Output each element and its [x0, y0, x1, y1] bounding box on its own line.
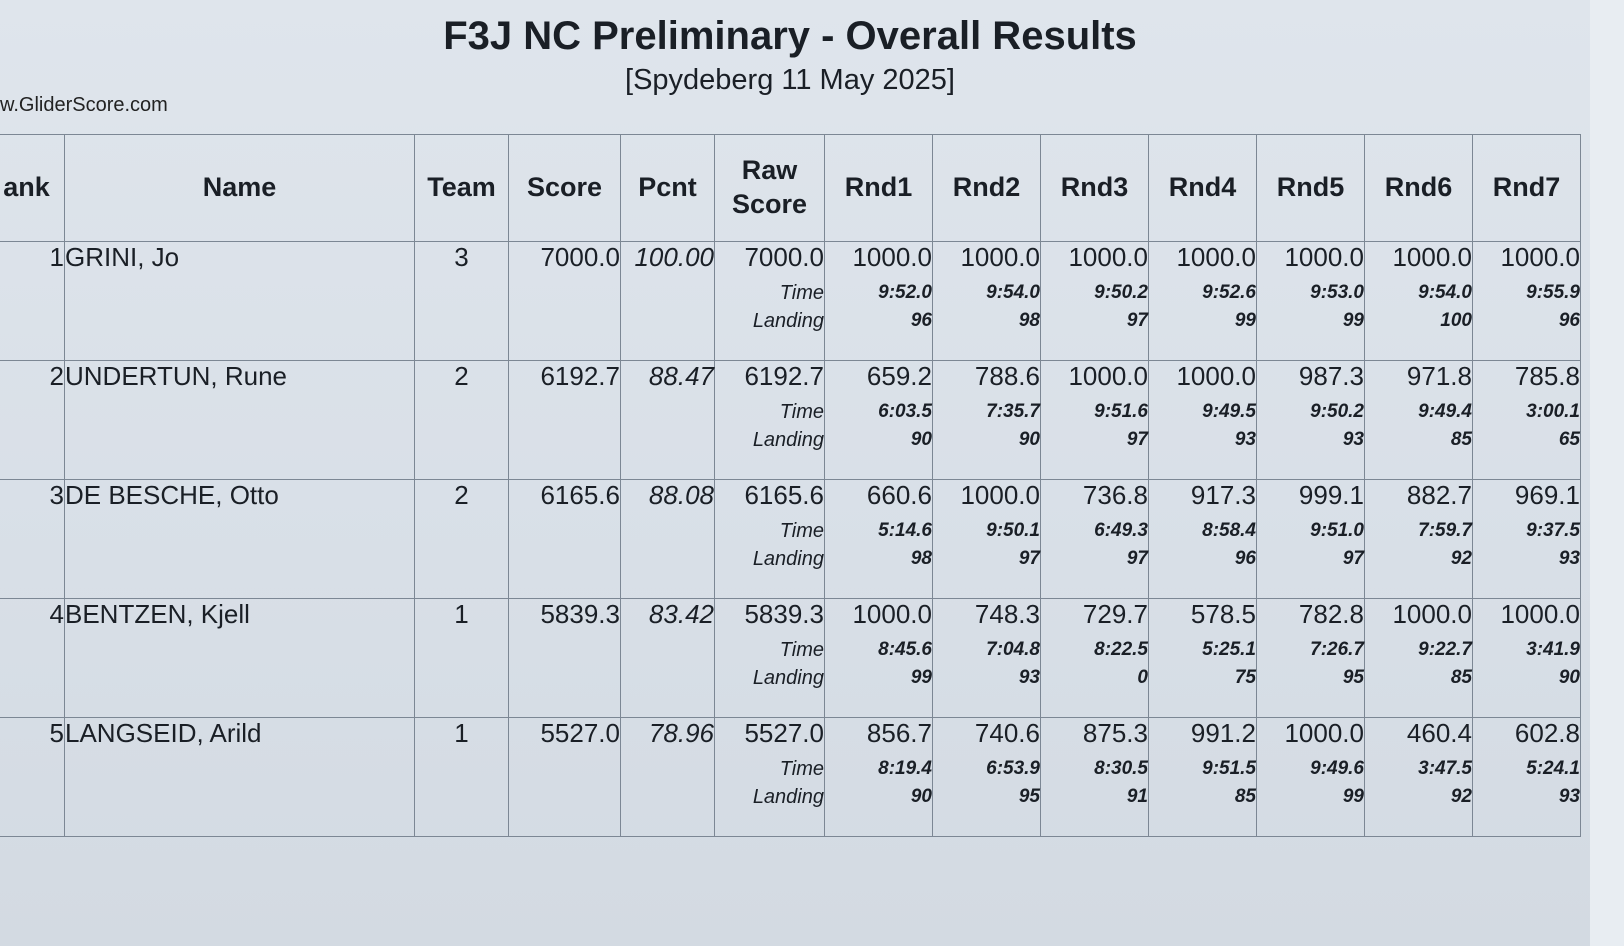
raw-score-cell	[715, 480, 825, 599]
round-cell	[1473, 599, 1581, 718]
score-cell: 6165.6	[509, 480, 621, 599]
team-cell: 1	[415, 599, 509, 718]
column-header-rnd7: Rnd7	[1473, 135, 1581, 242]
round-cell	[1149, 718, 1257, 837]
round-cell	[1257, 242, 1365, 361]
round-score: 1000.0	[1392, 599, 1472, 629]
column-header-name: Name	[65, 135, 415, 242]
round-time: 9:53.0	[1310, 282, 1364, 303]
team-cell: 2	[415, 361, 509, 480]
column-header-rnd1: Rnd1	[825, 135, 933, 242]
round-time: 9:49.5	[1202, 401, 1256, 422]
round-cell	[1365, 480, 1473, 599]
round-landing: 65	[1558, 429, 1580, 450]
round-landing: 99	[1234, 310, 1256, 331]
round-score: 987.3	[1298, 361, 1364, 391]
pilot-name: BENTZEN, Kjell	[65, 599, 415, 718]
round-score: 999.1	[1298, 480, 1364, 510]
table-row	[0, 242, 1581, 361]
round-score: 740.6	[974, 718, 1040, 748]
round-landing: 100	[1440, 310, 1472, 331]
pilot-name: LANGSEID, Arild	[65, 718, 415, 837]
round-time: 9:51.0	[1310, 520, 1364, 541]
round-landing: 97	[1126, 548, 1148, 569]
round-cell	[1041, 480, 1149, 599]
round-score: 1000.0	[1284, 242, 1364, 272]
round-landing: 95	[1018, 786, 1040, 807]
round-cell	[933, 480, 1041, 599]
round-cell	[1257, 599, 1365, 718]
raw-score-value: 7000.0	[744, 242, 824, 272]
round-score: 729.7	[1082, 599, 1148, 629]
rank-cell: 3	[0, 480, 65, 599]
round-landing: 97	[1126, 429, 1148, 450]
round-score: 782.8	[1298, 599, 1364, 629]
round-score: 1000.0	[1176, 242, 1256, 272]
round-cell	[1473, 242, 1581, 361]
round-time: 3:00.1	[1526, 401, 1580, 422]
round-cell	[825, 480, 933, 599]
column-header-rnd4: Rnd4	[1149, 135, 1257, 242]
round-score: 660.6	[866, 480, 932, 510]
table-row	[0, 361, 1581, 480]
round-score: 1000.0	[1500, 599, 1580, 629]
round-landing: 90	[1018, 429, 1040, 450]
round-landing: 92	[1450, 548, 1472, 569]
round-cell	[1365, 361, 1473, 480]
round-time: 8:58.4	[1202, 520, 1256, 541]
round-landing: 90	[910, 786, 932, 807]
team-cell: 3	[415, 242, 509, 361]
round-landing: 91	[1126, 786, 1148, 807]
round-landing: 93	[1558, 786, 1580, 807]
column-header-raw-score: Raw Score	[715, 135, 825, 242]
round-cell	[1041, 718, 1149, 837]
score-cell: 5839.3	[509, 599, 621, 718]
round-time: 9:51.6	[1094, 401, 1148, 422]
round-time: 9:52.6	[1202, 282, 1256, 303]
raw-score-cell	[715, 242, 825, 361]
round-score: 1000.0	[960, 480, 1040, 510]
rank-cell: 5	[0, 718, 65, 837]
round-score: 991.2	[1190, 718, 1256, 748]
round-time: 6:49.3	[1094, 520, 1148, 541]
round-time: 9:54.0	[1418, 282, 1472, 303]
round-cell	[1257, 718, 1365, 837]
round-time: 9:50.2	[1094, 282, 1148, 303]
round-score: 1000.0	[1068, 361, 1148, 391]
round-landing: 97	[1342, 548, 1364, 569]
round-score: 602.8	[1514, 718, 1580, 748]
landing-label: Landing	[752, 667, 824, 689]
round-time: 8:45.6	[878, 639, 932, 660]
round-landing: 96	[1558, 310, 1580, 331]
round-landing: 98	[910, 548, 932, 569]
round-landing: 99	[1342, 310, 1364, 331]
raw-score-value: 6192.7	[744, 361, 824, 391]
round-landing: 85	[1234, 786, 1256, 807]
round-cell	[1365, 718, 1473, 837]
round-cell	[1365, 599, 1473, 718]
round-cell	[825, 242, 933, 361]
round-score: 1000.0	[852, 242, 932, 272]
round-time: 3:47.5	[1418, 758, 1472, 779]
column-header-rnd2: Rnd2	[933, 135, 1041, 242]
column-header-rnd6: Rnd6	[1365, 135, 1473, 242]
round-score: 578.5	[1190, 599, 1256, 629]
landing-label: Landing	[752, 548, 824, 570]
round-landing: 99	[910, 667, 932, 688]
round-landing: 90	[1558, 667, 1580, 688]
round-landing: 99	[1342, 786, 1364, 807]
table-body	[0, 242, 1581, 837]
round-score: 917.3	[1190, 480, 1256, 510]
team-cell: 1	[415, 718, 509, 837]
round-score: 1000.0	[852, 599, 932, 629]
round-landing: 93	[1234, 429, 1256, 450]
background-surface	[1590, 0, 1624, 946]
round-time: 7:04.8	[986, 639, 1040, 660]
round-score: 1000.0	[1176, 361, 1256, 391]
column-header-score: Score	[509, 135, 621, 242]
time-label: Time	[779, 520, 824, 542]
round-time: 3:41.9	[1526, 639, 1580, 660]
landing-label: Landing	[752, 310, 824, 332]
round-time: 9:49.6	[1310, 758, 1364, 779]
landing-label: Landing	[752, 786, 824, 808]
raw-score-cell	[715, 599, 825, 718]
percent-cell: 88.08	[621, 480, 715, 599]
round-landing: 93	[1342, 429, 1364, 450]
column-header-team: Team	[415, 135, 509, 242]
round-time: 9:22.7	[1418, 639, 1472, 660]
time-label: Time	[779, 282, 824, 304]
round-score: 1000.0	[1284, 718, 1364, 748]
round-cell	[1365, 242, 1473, 361]
round-time: 5:25.1	[1202, 639, 1256, 660]
site-url: w.GliderScore.com	[0, 94, 168, 116]
round-cell	[1149, 361, 1257, 480]
percent-cell: 78.96	[621, 718, 715, 837]
round-landing: 85	[1450, 667, 1472, 688]
round-score: 1000.0	[1068, 242, 1148, 272]
round-time: 9:55.9	[1526, 282, 1580, 303]
round-cell	[1149, 480, 1257, 599]
round-landing: 95	[1342, 667, 1364, 688]
rank-cell: 4	[0, 599, 65, 718]
round-score: 971.8	[1406, 361, 1472, 391]
table-row	[0, 599, 1581, 718]
round-score: 1000.0	[1500, 242, 1580, 272]
round-landing: 96	[910, 310, 932, 331]
round-landing: 98	[1018, 310, 1040, 331]
round-time: 9:49.4	[1418, 401, 1472, 422]
round-time: 9:50.2	[1310, 401, 1364, 422]
raw-score-cell	[715, 718, 825, 837]
round-time: 5:14.6	[878, 520, 932, 541]
round-time: 9:54.0	[986, 282, 1040, 303]
rank-cell: 2	[0, 361, 65, 480]
round-time: 6:53.9	[986, 758, 1040, 779]
results-table	[0, 134, 1581, 837]
page-title: F3J NC Preliminary - Overall Results	[443, 14, 1137, 58]
round-landing: 0	[1137, 667, 1148, 688]
round-score: 736.8	[1082, 480, 1148, 510]
round-landing: 93	[1558, 548, 1580, 569]
round-cell	[1473, 361, 1581, 480]
round-cell	[1473, 718, 1581, 837]
percent-cell: 83.42	[621, 599, 715, 718]
round-time: 8:19.4	[878, 758, 932, 779]
round-landing: 97	[1126, 310, 1148, 331]
round-score: 1000.0	[1392, 242, 1472, 272]
round-score: 856.7	[866, 718, 932, 748]
time-label: Time	[779, 401, 824, 423]
pilot-name: DE BESCHE, Otto	[65, 480, 415, 599]
column-header-rank: ank	[0, 135, 65, 242]
round-cell	[1149, 242, 1257, 361]
round-cell	[1041, 599, 1149, 718]
raw-score-value: 5527.0	[744, 718, 824, 748]
round-cell	[933, 718, 1041, 837]
score-cell: 6192.7	[509, 361, 621, 480]
round-score: 785.8	[1514, 361, 1580, 391]
table-row	[0, 718, 1581, 837]
round-time: 9:50.1	[986, 520, 1040, 541]
round-time: 7:59.7	[1418, 520, 1472, 541]
raw-score-value: 5839.3	[744, 599, 824, 629]
round-time: 7:26.7	[1310, 639, 1364, 660]
time-label: Time	[779, 639, 824, 661]
round-cell	[933, 599, 1041, 718]
round-time: 8:22.5	[1094, 639, 1148, 660]
round-landing: 92	[1450, 786, 1472, 807]
column-header-rnd5: Rnd5	[1257, 135, 1365, 242]
table-row	[0, 480, 1581, 599]
round-time: 5:24.1	[1526, 758, 1580, 779]
score-cell: 5527.0	[509, 718, 621, 837]
round-time: 7:35.7	[986, 401, 1040, 422]
round-landing: 90	[910, 429, 932, 450]
round-cell	[1041, 242, 1149, 361]
time-label: Time	[779, 758, 824, 780]
round-cell	[1149, 599, 1257, 718]
round-cell	[1257, 361, 1365, 480]
rank-cell: 1	[0, 242, 65, 361]
round-cell	[825, 361, 933, 480]
round-landing: 75	[1234, 667, 1256, 688]
pilot-name: GRINI, Jo	[65, 242, 415, 361]
round-time: 9:52.0	[878, 282, 932, 303]
round-score: 659.2	[866, 361, 932, 391]
column-header-rnd3: Rnd3	[1041, 135, 1149, 242]
raw-score-cell	[715, 361, 825, 480]
round-landing: 93	[1018, 667, 1040, 688]
score-cell: 7000.0	[509, 242, 621, 361]
round-cell	[1041, 361, 1149, 480]
round-landing: 97	[1018, 548, 1040, 569]
round-time: 9:37.5	[1526, 520, 1580, 541]
round-time: 8:30.5	[1094, 758, 1148, 779]
percent-cell: 88.47	[621, 361, 715, 480]
round-cell	[825, 718, 933, 837]
raw-score-value: 6165.6	[744, 480, 824, 510]
percent-cell: 100.00	[621, 242, 715, 361]
round-cell	[933, 361, 1041, 480]
column-header-pcnt: Pcnt	[621, 135, 715, 242]
round-score: 882.7	[1406, 480, 1472, 510]
round-score: 969.1	[1514, 480, 1580, 510]
round-cell	[933, 242, 1041, 361]
round-cell	[825, 599, 933, 718]
round-time: 9:51.5	[1202, 758, 1256, 779]
round-score: 788.6	[974, 361, 1040, 391]
round-time: 6:03.5	[878, 401, 932, 422]
header-row	[0, 135, 1581, 242]
round-score: 748.3	[974, 599, 1040, 629]
round-cell	[1257, 480, 1365, 599]
event-subtitle: [Spydeberg 11 May 2025]	[625, 64, 955, 96]
landing-label: Landing	[752, 429, 824, 451]
round-landing: 96	[1234, 548, 1256, 569]
round-cell	[1473, 480, 1581, 599]
round-score: 1000.0	[960, 242, 1040, 272]
round-score: 460.4	[1406, 718, 1472, 748]
round-score: 875.3	[1082, 718, 1148, 748]
team-cell: 2	[415, 480, 509, 599]
round-landing: 85	[1450, 429, 1472, 450]
pilot-name: UNDERTUN, Rune	[65, 361, 415, 480]
